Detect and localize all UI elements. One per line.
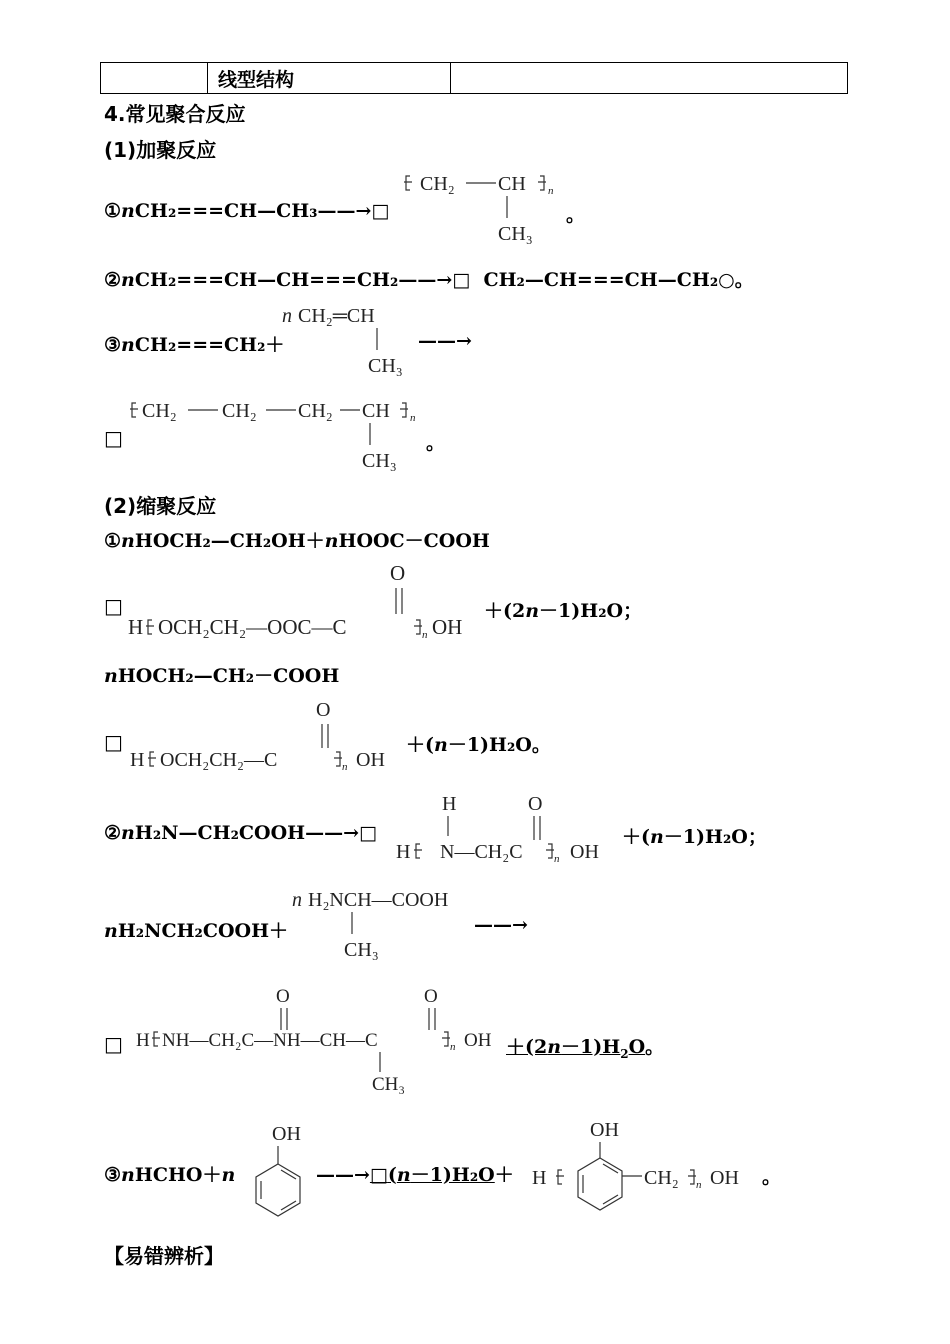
condensation-reaction-2: nHOCH₂—CH₂－COOH <box>104 665 340 687</box>
hydroxy-acid-polyester-structure <box>128 696 408 776</box>
heading-condensation-polymerization: (2)缩聚反应 <box>104 494 217 518</box>
svg-text:O: O <box>276 986 290 1007</box>
svg-text:NH—CH₂C—NH—CH—C: NH—CH₂C—NH—CH—C <box>162 1030 378 1051</box>
svg-text:OH: OH <box>570 841 599 863</box>
phenol-structure <box>250 1118 310 1228</box>
svg-text:n: n <box>422 629 428 641</box>
svg-text:H: H <box>130 749 145 771</box>
table-cell-a <box>101 63 208 94</box>
condensation-reaction-3: ②nH₂N—CH₂COOH——→□ <box>104 822 377 844</box>
addition-reaction-3: ③nCH₂===CH₂＋ <box>104 334 285 356</box>
svg-text:O: O <box>316 699 331 721</box>
svg-text:O: O <box>528 793 543 815</box>
structure-table <box>100 62 848 94</box>
heading-addition-polymerization: (1)加聚反应 <box>104 138 217 162</box>
condensation-reaction-4: nH₂NCH₂COOH＋ <box>104 920 289 942</box>
blank-box: □ <box>104 594 123 618</box>
alanine-reactant-structure <box>290 884 480 964</box>
blank-box: □ <box>371 200 390 222</box>
svg-text:OH: OH <box>590 1119 619 1141</box>
svg-text:O: O <box>424 986 438 1007</box>
svg-text:n: n <box>554 853 560 865</box>
blank-box: □ <box>452 269 471 291</box>
svg-text:CH: CH <box>362 400 390 422</box>
svg-text:OH: OH <box>432 615 463 639</box>
svg-text:N—CH₂C: N—CH₂C <box>440 841 523 863</box>
end-mark: 。 <box>426 432 446 454</box>
condensation-3-water: ＋(n－1)H₂O； <box>622 826 767 848</box>
svg-text:CH₃: CH₃ <box>368 355 403 377</box>
blank-box: □ <box>104 730 123 754</box>
blank-box: □ <box>104 1032 123 1056</box>
svg-text:CH₃: CH₃ <box>362 450 397 472</box>
condensation-reaction-1: ①nHOCH₂—CH₂OH＋nHOOC－COOH <box>104 530 490 552</box>
svg-text:CH₂: CH₂ <box>142 400 177 422</box>
svg-text:H₂NCH—COOH: H₂NCH—COOH <box>308 889 449 911</box>
svg-text:CH₂: CH₂ <box>298 400 333 422</box>
svg-text:CH₃: CH₃ <box>498 223 533 245</box>
svg-text:H: H <box>532 1167 547 1189</box>
polypropylene-structure <box>400 168 570 248</box>
svg-text:O: O <box>390 561 406 585</box>
svg-text:OH: OH <box>710 1167 739 1189</box>
svg-text:CH₃: CH₃ <box>344 939 379 961</box>
svg-text:H: H <box>396 841 411 863</box>
reaction-arrow: ——→ <box>418 330 472 352</box>
end-mark: 。 <box>566 204 586 226</box>
heading-error-analysis: 【易错辨析】 <box>104 1244 224 1268</box>
svg-text:n: n <box>292 889 302 911</box>
svg-text:OCH₂CH₂—OOC—C: OCH₂CH₂—OOC—C <box>158 615 347 639</box>
reaction-arrow: ——→ <box>474 914 528 936</box>
blank-box: □ <box>359 822 377 844</box>
svg-text:CH: CH <box>498 173 526 195</box>
svg-text:n: n <box>410 412 416 424</box>
svg-text:n: n <box>450 1041 456 1053</box>
table-cell-linear: 线型结构 <box>208 63 451 94</box>
svg-text:n: n <box>696 1179 702 1191</box>
copolymer-structure <box>126 395 426 475</box>
condensation-reaction-5: ③nHCHO＋n <box>104 1164 236 1186</box>
addition-reaction-1: ①nCH₂===CH—CH₃——→□ <box>104 200 390 222</box>
blank-box: □ <box>104 426 123 450</box>
condensation-2-water: ＋(n－1)H₂O。 <box>406 734 551 756</box>
svg-text:CH₂: CH₂ <box>420 173 455 195</box>
section-heading-4: 4.常见聚合反应 <box>104 102 246 126</box>
table-cell-c <box>451 63 848 94</box>
svg-text:CH₃: CH₃ <box>372 1074 406 1095</box>
svg-text:OH: OH <box>272 1123 301 1145</box>
dipeptide-polymer-structure <box>134 982 504 1095</box>
svg-text:H: H <box>128 615 144 639</box>
polyglycine-structure <box>394 790 624 870</box>
svg-text:H: H <box>136 1030 150 1051</box>
svg-text:n: n <box>282 305 292 327</box>
condensation-1-water: ＋(2n－1)H₂O； <box>484 600 643 622</box>
end-mark: 。 <box>762 1166 782 1188</box>
svg-text:CH₂═CH: CH₂═CH <box>298 305 375 327</box>
phenolic-resin-structure <box>530 1114 770 1224</box>
condensation-5-middle: ——→□(n－1)H₂O＋ <box>316 1164 514 1186</box>
svg-text:n: n <box>342 761 348 773</box>
propylene-reactant-structure <box>280 300 420 380</box>
svg-text:OH: OH <box>356 749 385 771</box>
addition-reaction-2: ②nCH₂===CH—CH===CH₂——→□ CH₂—CH===CH—CH₂○。 <box>104 269 754 291</box>
svg-text:n: n <box>548 185 554 197</box>
svg-text:OH: OH <box>464 1030 492 1051</box>
polyester-structure <box>126 560 486 645</box>
svg-text:OCH₂CH₂—C: OCH₂CH₂—C <box>160 749 278 771</box>
butadiene-product: CH₂—CH===CH—CH₂ <box>483 269 719 291</box>
svg-text:H: H <box>442 793 457 815</box>
svg-text:CH₂: CH₂ <box>222 400 257 422</box>
condensation-4-water: $+(2n-1)H_2O$。 <box>506 1036 665 1061</box>
svg-text:CH₂: CH₂ <box>644 1167 679 1189</box>
